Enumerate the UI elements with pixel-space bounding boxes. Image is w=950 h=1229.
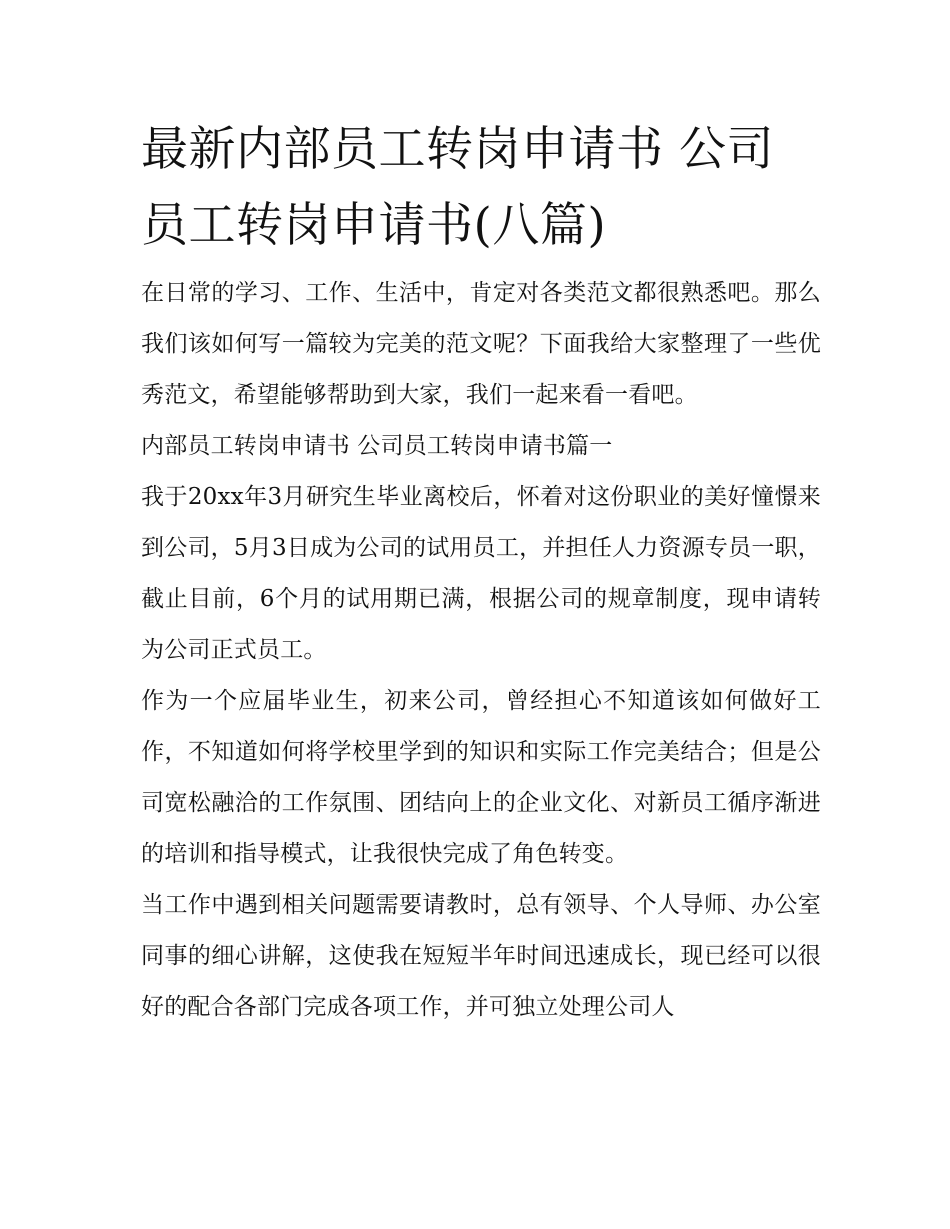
section-heading: 内部员工转岗申请书 公司员工转岗申请书篇一	[141, 433, 613, 459]
title-line-1: 最新内部员工转岗申请书 公司	[141, 122, 774, 177]
intro-paragraph: 在日常的学习、工作、生活中，肯定对各类范文都很熟悉吧。那么我们该如何写一篇较为完美的范文呢？下面我给大家整理了一些优秀范文，希望能够帮助到大家，我们一起来看一看吧。	[141, 280, 821, 408]
document-title	[141, 112, 821, 264]
body-paragraph-1: 我于20xx年3月研究生毕业离校后，怀着对这份职业的美好憧憬来到公司，5月3日成为公司的试用员工，并担任人力资源专员一职，截止目前，6个月的试用期已满，根据公司的规章制度，现申请转为公司正式员工。	[141, 484, 821, 663]
title-line-2: 员工转岗申请书(八篇)	[141, 198, 607, 253]
document-content	[141, 112, 821, 1033]
body-paragraph-2: 作为一个应届毕业生，初来公司，曾经担心不知道该如何做好工作，不知道如何将学校里学到的知识和实际工作完美结合；但是公司宽松融洽的工作氛围、团结向上的企业文化、对新员工循序渐进的培训和指导模式，让我很快完成了角色转变。	[141, 688, 821, 867]
body-paragraph-3: 当工作中遇到相关问题需要请教时，总有领导、个人导师、办公室同事的细心讲解，这使我在短短半年时间迅速成长，现已经可以很好的配合各部门完成各项工作，并可独立处理公司人	[141, 892, 821, 1020]
